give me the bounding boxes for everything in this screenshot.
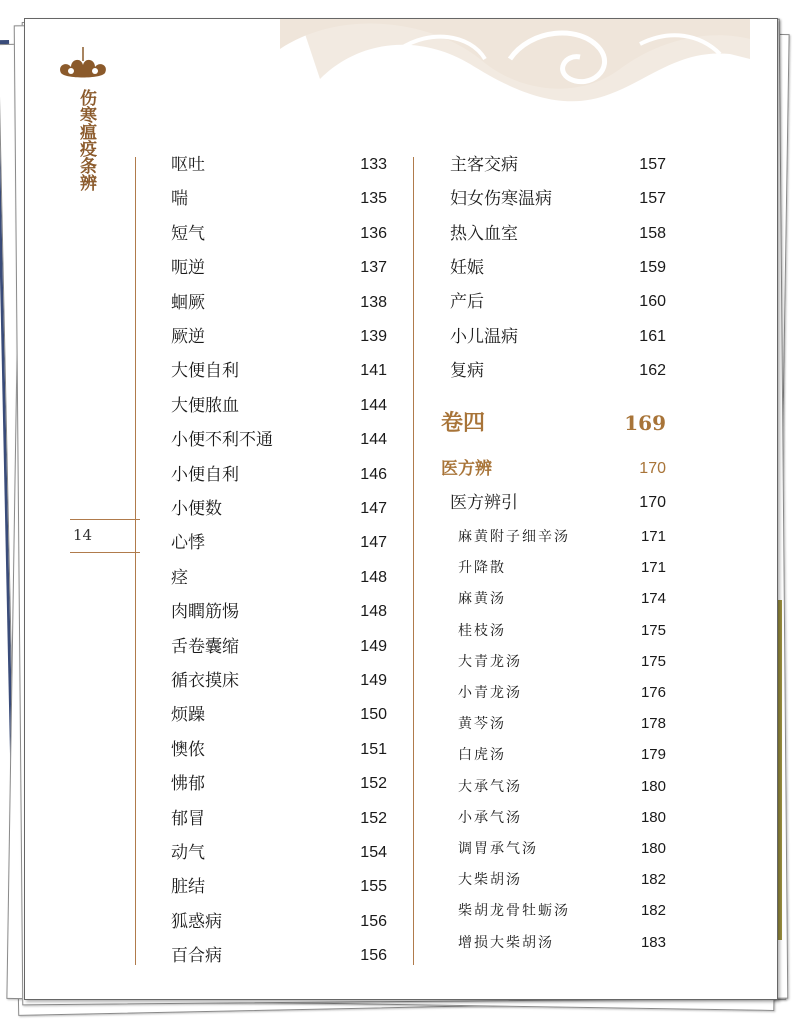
toc-entry-label: 小承气汤: [458, 809, 522, 826]
toc-entry-page: 152: [360, 775, 387, 793]
toc-entry[interactable]: [450, 491, 666, 515]
toc-entry-page: 149: [360, 672, 387, 689]
toc-entry-page: 150: [360, 706, 387, 724]
toc-entry-label: 柴胡龙骨牡蛎汤: [458, 903, 570, 920]
page-number: 14: [73, 526, 93, 544]
toc-entry-label: 痉: [171, 567, 188, 588]
toc-entry-page: 180: [640, 808, 666, 826]
toc-entry[interactable]: [458, 837, 666, 861]
toc-entry[interactable]: [171, 153, 387, 177]
toc-entry-page: 159: [639, 258, 666, 276]
toc-entry[interactable]: [458, 587, 666, 611]
toc-entry[interactable]: [450, 325, 666, 349]
toc-entry-label: 复病: [450, 360, 484, 381]
toc-entry[interactable]: [171, 359, 387, 383]
toc-entry-page: 144: [360, 431, 387, 449]
toc-entry-page: 156: [360, 947, 387, 965]
toc-entry[interactable]: [171, 566, 387, 590]
toc-entry[interactable]: [171, 841, 387, 865]
toc-entry[interactable]: [171, 772, 387, 796]
toc-entry[interactable]: [458, 868, 666, 892]
toc-entry[interactable]: [441, 411, 666, 435]
toc-entry-page: 170: [639, 494, 666, 511]
toc-entry-label: 大青龙汤: [458, 653, 522, 670]
center-column-rule: [413, 157, 414, 965]
toc-entry-label: 医方辨: [441, 459, 492, 479]
toc-page: [24, 18, 778, 1000]
toc-entry-page: 179: [640, 746, 666, 764]
toc-entry[interactable]: [458, 681, 666, 705]
toc-entry-label: 大承气汤: [458, 778, 522, 795]
toc-entry-label: 小便自利: [171, 464, 239, 485]
toc-entry-page: 151: [360, 740, 387, 758]
toc-entry[interactable]: [450, 187, 666, 211]
toc-entry-page: 148: [360, 568, 387, 586]
toc-entry-label: 呃逆: [171, 258, 205, 279]
toc-entry[interactable]: [450, 290, 666, 314]
toc-entry-label: 麻黄附子细辛汤: [458, 529, 570, 545]
toc-entry-label: 大柴胡汤: [458, 872, 522, 889]
cloud-ornament-icon: [57, 47, 109, 81]
toc-entry[interactable]: [171, 256, 387, 280]
toc-entry[interactable]: [171, 394, 387, 418]
toc-entry-page: 152: [360, 809, 387, 827]
toc-entry-page: 183: [640, 933, 666, 951]
book-title-text: 伤寒瘟疫条辨: [76, 89, 96, 191]
toc-entry[interactable]: [171, 875, 387, 899]
toc-entry[interactable]: [171, 910, 387, 934]
toc-entry-label: 呕吐: [171, 155, 205, 175]
toc-entry-label: 肉瞤筋惕: [171, 602, 239, 623]
cloud-pattern-decoration: [280, 19, 750, 159]
toc-entry-page: 154: [360, 844, 387, 861]
toc-entry-label: 脏结: [171, 877, 205, 898]
toc-entry-page: 148: [360, 603, 387, 621]
toc-entry-label: 小便数: [171, 499, 222, 519]
toc-entry-label: 喘: [171, 189, 188, 210]
toc-entry-page: 169: [624, 411, 666, 435]
toc-entry-label: 调胃承气汤: [458, 841, 538, 857]
toc-entry-label: 白虎汤: [458, 747, 506, 764]
toc-entry-label: 郁冒: [171, 808, 205, 829]
toc-entry-page: 176: [640, 684, 666, 701]
toc-entry-page: 136: [360, 224, 387, 242]
toc-entry-label: 烦躁: [171, 705, 205, 726]
toc-entry[interactable]: [458, 899, 666, 923]
toc-entry[interactable]: [441, 457, 666, 481]
toc-entry-page: 174: [640, 590, 666, 608]
toc-entry-page: 135: [360, 190, 387, 208]
toc-entry-page: 170: [639, 460, 666, 477]
toc-entry-page: 182: [640, 902, 666, 920]
toc-entry-page: 171: [640, 559, 666, 577]
toc-entry[interactable]: [458, 619, 666, 643]
toc-entry-page: 139: [360, 328, 387, 345]
toc-entry-label: 大便脓血: [171, 395, 239, 416]
toc-entry[interactable]: [171, 291, 387, 315]
toc-entry[interactable]: [171, 187, 387, 211]
toc-entry-label: 怫郁: [171, 774, 205, 795]
toc-entry[interactable]: [458, 712, 666, 736]
toc-entry-label: 热入血室: [450, 223, 518, 244]
toc-entry[interactable]: [458, 525, 666, 549]
toc-entry[interactable]: [171, 325, 387, 349]
toc-entry[interactable]: [450, 222, 666, 246]
toc-entry[interactable]: [458, 775, 666, 799]
toc-entry[interactable]: [171, 807, 387, 831]
left-column-rule: [135, 157, 136, 965]
toc-entry[interactable]: [450, 359, 666, 383]
toc-entry[interactable]: [171, 738, 387, 762]
toc-entry[interactable]: [458, 806, 666, 830]
toc-entry[interactable]: [458, 650, 666, 674]
toc-entry-page: 138: [360, 293, 387, 311]
toc-entry-label: 百合病: [171, 946, 222, 967]
toc-entry-label: 主客交病: [450, 155, 518, 175]
toc-entry-label: 循衣摸床: [171, 671, 239, 691]
toc-entry-label: 升降散: [458, 560, 506, 577]
toc-entry[interactable]: [458, 743, 666, 767]
toc-entry-page: 182: [640, 871, 666, 889]
toc-entry-page: 171: [640, 528, 666, 545]
toc-entry-label: 狐惑病: [171, 911, 222, 932]
toc-entry-page: 157: [639, 156, 666, 173]
toc-entry-label: 懊侬: [171, 739, 205, 760]
toc-entry-page: 155: [360, 878, 387, 896]
toc-entry[interactable]: [171, 428, 387, 452]
toc-entry[interactable]: [450, 256, 666, 280]
book-title: [77, 89, 101, 191]
toc-entry-page: 180: [640, 777, 666, 795]
toc-entry-page: 180: [640, 840, 666, 857]
toc-entry-page: 160: [639, 293, 666, 311]
toc-entry-page: 156: [360, 912, 387, 930]
toc-entry-label: 蛔厥: [171, 292, 205, 313]
toc-entry-label: 舌卷囊缩: [171, 636, 239, 657]
toc-entry-page: 175: [640, 621, 666, 639]
toc-entry-label: 心悸: [171, 533, 205, 554]
toc-entry-page: 175: [640, 652, 666, 670]
toc-entry[interactable]: [171, 463, 387, 487]
toc-entry-label: 产后: [450, 292, 484, 313]
toc-entry-label: 增损大柴胡汤: [458, 934, 554, 951]
toc-entry-label: 医方辨引: [450, 493, 518, 513]
toc-entry[interactable]: [171, 600, 387, 624]
toc-entry[interactable]: [458, 931, 666, 955]
toc-entry-page: 147: [360, 500, 387, 517]
toc-entry-page: 144: [360, 396, 387, 414]
toc-entry-label: 厥逆: [171, 327, 205, 347]
toc-entry-page: 149: [360, 637, 387, 655]
toc-entry[interactable]: [171, 635, 387, 659]
toc-entry[interactable]: [171, 703, 387, 727]
toc-entry-label: 小儿温病: [450, 326, 518, 347]
toc-entry-page: 137: [360, 259, 387, 277]
toc-entry-page: 178: [640, 715, 666, 733]
toc-entry-label: 动气: [171, 843, 205, 863]
toc-entry-page: 157: [639, 190, 666, 208]
toc-entry[interactable]: [171, 222, 387, 246]
toc-entry[interactable]: [171, 497, 387, 521]
toc-entry-label: 大便自利: [171, 361, 239, 382]
toc-entry[interactable]: [171, 531, 387, 555]
toc-entry-label: 桂枝汤: [458, 622, 506, 639]
toc-entry-label: 小青龙汤: [458, 685, 522, 701]
toc-entry[interactable]: [450, 153, 666, 177]
toc-entry-page: 161: [639, 327, 666, 345]
toc-entry-page: 141: [360, 362, 387, 380]
toc-entry[interactable]: [171, 944, 387, 968]
toc-entry-page: 133: [360, 156, 387, 173]
toc-entry-label: 黄芩汤: [458, 716, 506, 733]
toc-entry-page: 158: [639, 224, 666, 242]
toc-entry-label: 短气: [171, 223, 205, 244]
toc-entry-page: 147: [360, 534, 387, 552]
toc-entry-label: 麻黄汤: [458, 591, 506, 608]
toc-entry-label: 小便不利不通: [171, 430, 273, 451]
toc-entry-page: 162: [639, 361, 666, 379]
toc-entry-label: 妇女伤寒温病: [450, 189, 552, 210]
toc-entry-label: 妊娠: [450, 257, 484, 278]
toc-entry[interactable]: [458, 556, 666, 580]
toc-entry-label: 卷四: [441, 410, 486, 436]
toc-entry[interactable]: [171, 669, 387, 693]
toc-entry-page: 146: [360, 465, 387, 483]
